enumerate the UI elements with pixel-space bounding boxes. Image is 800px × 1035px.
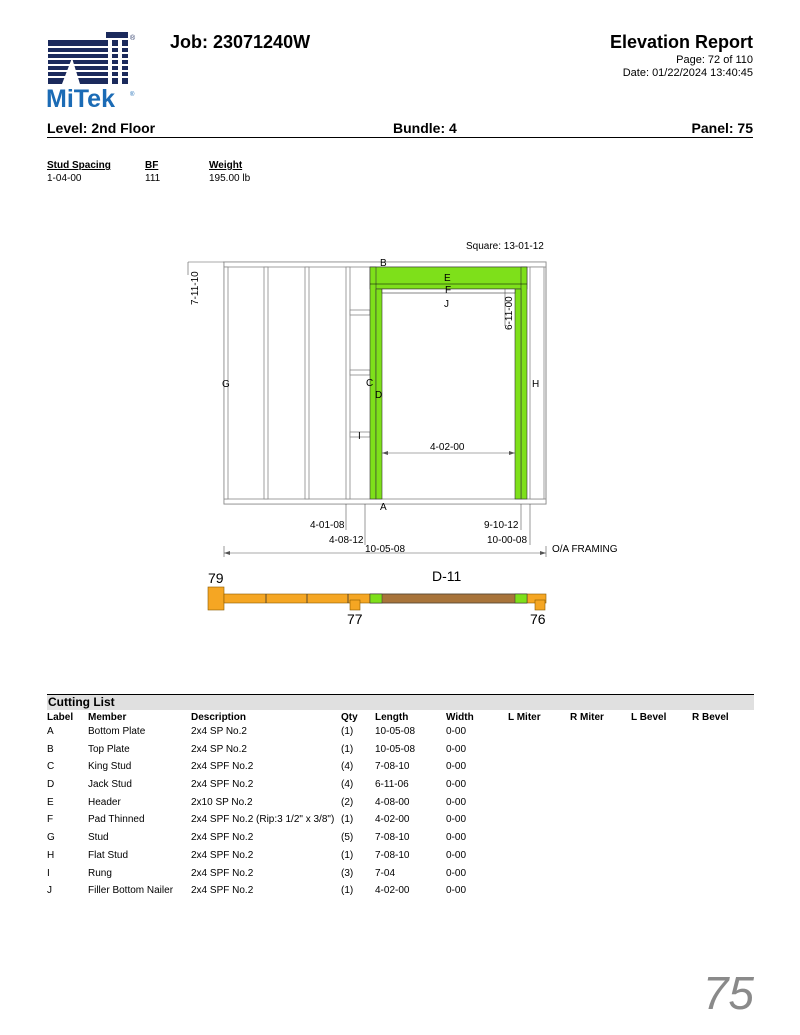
- label-c: C: [366, 378, 374, 389]
- stud-spacing-value: 1-04-00: [47, 173, 82, 184]
- table-cell: H: [47, 849, 55, 861]
- table-cell: Filler Bottom Nailer: [88, 885, 174, 897]
- table-cell: [570, 777, 631, 795]
- plan-green-left: [370, 594, 382, 603]
- table-cell: B: [47, 743, 54, 755]
- table-cell: I: [47, 867, 50, 879]
- plan-label-mid: 77: [347, 611, 363, 627]
- table-cell: Bottom Plate: [88, 726, 146, 737]
- table-cell: 4-02-00: [375, 814, 410, 826]
- panel-label: Panel: 75: [691, 120, 753, 136]
- bf-header: BF: [145, 160, 159, 171]
- cutting-list-table: [47, 710, 754, 901]
- table-cell: [508, 742, 570, 760]
- plan-header: [370, 594, 527, 603]
- column-header: Width: [446, 711, 474, 723]
- table-cell: [631, 866, 692, 884]
- column-header: L Miter: [508, 711, 541, 723]
- table-cell: [692, 742, 754, 760]
- table-cell: [692, 724, 754, 742]
- table-cell: Pad Thinned: [88, 814, 145, 826]
- table-cell: [508, 830, 570, 848]
- table-cell: 2x10 SP No.2: [191, 796, 253, 808]
- table-cell: 0-00: [446, 726, 467, 737]
- table-cell: [570, 830, 631, 848]
- table-cell: Top Plate: [88, 743, 130, 755]
- table-cell: [570, 812, 631, 830]
- table-cell: [692, 759, 754, 777]
- right-dim-1: 9-10-12: [484, 520, 519, 531]
- table-row: [47, 742, 754, 760]
- plan-green-right: [515, 594, 527, 603]
- label-f: F: [445, 285, 452, 296]
- table-cell: 2x4 SPF No.2: [191, 832, 254, 844]
- table-cell: 2x4 SPF No.2 (Rip:3 1/2" x 3/8"): [191, 814, 335, 826]
- table-cell: [508, 812, 570, 830]
- table-cell: [692, 883, 754, 901]
- opening-dim: 4-02-00: [430, 442, 465, 453]
- plan-block-mid: [350, 600, 360, 610]
- label-h: H: [532, 379, 540, 390]
- table-cell: [692, 812, 754, 830]
- table-cell: 10-05-08: [375, 726, 416, 737]
- table-cell: 2x4 SPF No.2: [191, 885, 254, 897]
- table-cell: [508, 777, 570, 795]
- table-cell: [570, 848, 631, 866]
- stud: [346, 267, 350, 499]
- table-cell: 0-00: [446, 796, 467, 808]
- table-cell: 6-11-06: [375, 779, 409, 791]
- left-dim-1: 4-01-08: [310, 520, 345, 531]
- table-cell: [631, 812, 692, 830]
- table-cell: 4-02-00: [375, 885, 410, 897]
- plan-end-block: [208, 587, 224, 610]
- table-cell: [508, 848, 570, 866]
- table-cell: 7-08-10: [375, 832, 410, 844]
- table-cell: (1): [341, 849, 354, 861]
- table-cell: [570, 759, 631, 777]
- table-row: [47, 795, 754, 813]
- weight-value: 195.00 lb: [209, 173, 251, 184]
- table-row: [47, 883, 754, 901]
- table-cell: [508, 724, 570, 742]
- column-header: Description: [191, 711, 247, 723]
- right-dim-2: 10-00-08: [487, 535, 528, 546]
- table-cell: (4): [341, 761, 354, 773]
- left-dim-2: 4-08-12: [329, 535, 364, 546]
- table-cell: 7-08-10: [375, 849, 410, 861]
- table-cell: [631, 777, 692, 795]
- table-cell: J: [47, 885, 52, 897]
- table-cell: 2x4 SPF No.2: [191, 849, 254, 861]
- table-cell: 10-05-08: [375, 743, 416, 755]
- label-g: G: [222, 379, 230, 390]
- table-cell: Flat Stud: [88, 849, 129, 861]
- cutting-list-header-row: [47, 710, 754, 724]
- plan-label-right: 76: [530, 611, 546, 627]
- table-cell: 0-00: [446, 885, 467, 897]
- table-cell: [631, 742, 692, 760]
- table-cell: C: [47, 761, 55, 773]
- table-cell: Stud: [88, 832, 109, 844]
- table-cell: [692, 866, 754, 884]
- table-cell: (1): [341, 743, 354, 755]
- height-dim: 7-11-10: [190, 271, 201, 305]
- table-cell: 0-00: [446, 867, 467, 879]
- table-cell: Rung: [88, 867, 112, 879]
- table-cell: 7-04: [375, 867, 396, 879]
- rung: [350, 370, 370, 375]
- table-cell: 2x4 SPF No.2: [191, 779, 254, 791]
- table-cell: (1): [341, 726, 354, 737]
- label-i: I: [358, 431, 361, 442]
- table-cell: 4-08-00: [375, 796, 410, 808]
- column-header: Qty: [341, 711, 358, 723]
- king-stud: [521, 267, 527, 499]
- table-cell: [631, 759, 692, 777]
- table-cell: [570, 883, 631, 901]
- table-row: [47, 848, 754, 866]
- bundle-label: Bundle: 4: [393, 120, 457, 136]
- table-row: [47, 866, 754, 884]
- table-cell: 0-00: [446, 849, 467, 861]
- label-d: D: [375, 390, 383, 401]
- table-cell: (4): [341, 779, 354, 791]
- job-number: Job: 23071240W: [170, 32, 311, 52]
- table-cell: (1): [341, 885, 354, 897]
- overall-dim: 10-05-08: [365, 544, 406, 555]
- column-header: Label: [47, 711, 74, 723]
- table-cell: 7-08-10: [375, 761, 410, 773]
- weight-header: Weight: [209, 160, 243, 171]
- cutting-list: [47, 694, 754, 901]
- stud: [305, 267, 309, 499]
- table-cell: [508, 883, 570, 901]
- table-cell: King Stud: [88, 761, 132, 773]
- table-cell: [508, 866, 570, 884]
- table-cell: 2x4 SP No.2: [191, 726, 247, 737]
- table-row: [47, 724, 754, 742]
- table-row: [47, 812, 754, 830]
- overall-label: O/A FRAMING: [552, 544, 618, 555]
- svg-text:®: ®: [130, 92, 135, 98]
- mitek-logo-text: MiTek: [46, 85, 115, 112]
- panel-outline: [224, 262, 546, 504]
- table-cell: Header: [88, 796, 121, 808]
- report-title: Elevation Report: [609, 32, 753, 52]
- column-header: Member: [88, 711, 127, 723]
- table-cell: (1): [341, 814, 354, 826]
- table-row: [47, 777, 754, 795]
- table-cell: (2): [341, 796, 354, 808]
- table-row: [47, 759, 754, 777]
- column-header: Length: [375, 711, 409, 723]
- table-cell: [570, 795, 631, 813]
- table-cell: G: [47, 832, 55, 844]
- table-cell: D: [47, 779, 55, 791]
- table-row: [47, 830, 754, 848]
- stud-spacing-header: Stud Spacing: [47, 160, 111, 171]
- table-cell: [508, 759, 570, 777]
- table-cell: [631, 830, 692, 848]
- table-cell: 2x4 SP No.2: [191, 743, 247, 755]
- table-cell: [570, 724, 631, 742]
- stud: [264, 267, 268, 499]
- label-a: A: [380, 502, 387, 513]
- page-counter: Page: 72 of 110: [676, 54, 753, 66]
- table-cell: (5): [341, 832, 354, 844]
- table-cell: [692, 777, 754, 795]
- table-cell: (3): [341, 867, 354, 879]
- opening-name: D-11: [432, 568, 462, 584]
- table-cell: [692, 830, 754, 848]
- table-cell: [631, 883, 692, 901]
- table-cell: 0-00: [446, 761, 467, 773]
- svg-text:®: ®: [130, 35, 136, 42]
- bf-value: 111: [145, 173, 161, 184]
- table-cell: 0-00: [446, 814, 467, 826]
- page-number: 75: [702, 967, 754, 1019]
- table-cell: 0-00: [446, 832, 467, 844]
- column-header: L Bevel: [631, 711, 667, 723]
- table-cell: A: [47, 726, 54, 737]
- table-cell: F: [47, 814, 54, 826]
- column-header: R Bevel: [692, 711, 729, 723]
- table-cell: 2x4 SPF No.2: [191, 867, 254, 879]
- label-j: J: [444, 299, 449, 310]
- table-cell: 0-00: [446, 779, 467, 791]
- table-cell: [570, 866, 631, 884]
- label-e: E: [444, 273, 451, 284]
- cutting-list-title: Cutting List: [47, 694, 754, 710]
- rung: [350, 310, 370, 315]
- table-cell: [631, 724, 692, 742]
- column-header: R Miter: [570, 711, 604, 723]
- table-cell: E: [47, 796, 54, 808]
- table-cell: [631, 848, 692, 866]
- square-dim: Square: 13-01-12: [466, 241, 544, 252]
- level-label: Level: 2nd Floor: [47, 120, 156, 136]
- label-b: B: [380, 258, 387, 269]
- table-cell: [631, 795, 692, 813]
- table-cell: 2x4 SPF No.2: [191, 761, 254, 773]
- table-cell: [692, 848, 754, 866]
- table-cell: Jack Stud: [88, 779, 132, 791]
- report-date: Date: 01/22/2024 13:40:45: [622, 67, 753, 79]
- jack-stud: [515, 289, 521, 499]
- table-cell: [570, 742, 631, 760]
- table-cell: 0-00: [446, 743, 467, 755]
- header-height-dim: 6-11-00: [504, 296, 515, 330]
- table-cell: [692, 795, 754, 813]
- plan-block-right: [535, 600, 545, 610]
- table-cell: [508, 795, 570, 813]
- plan-label-left: 79: [208, 570, 224, 586]
